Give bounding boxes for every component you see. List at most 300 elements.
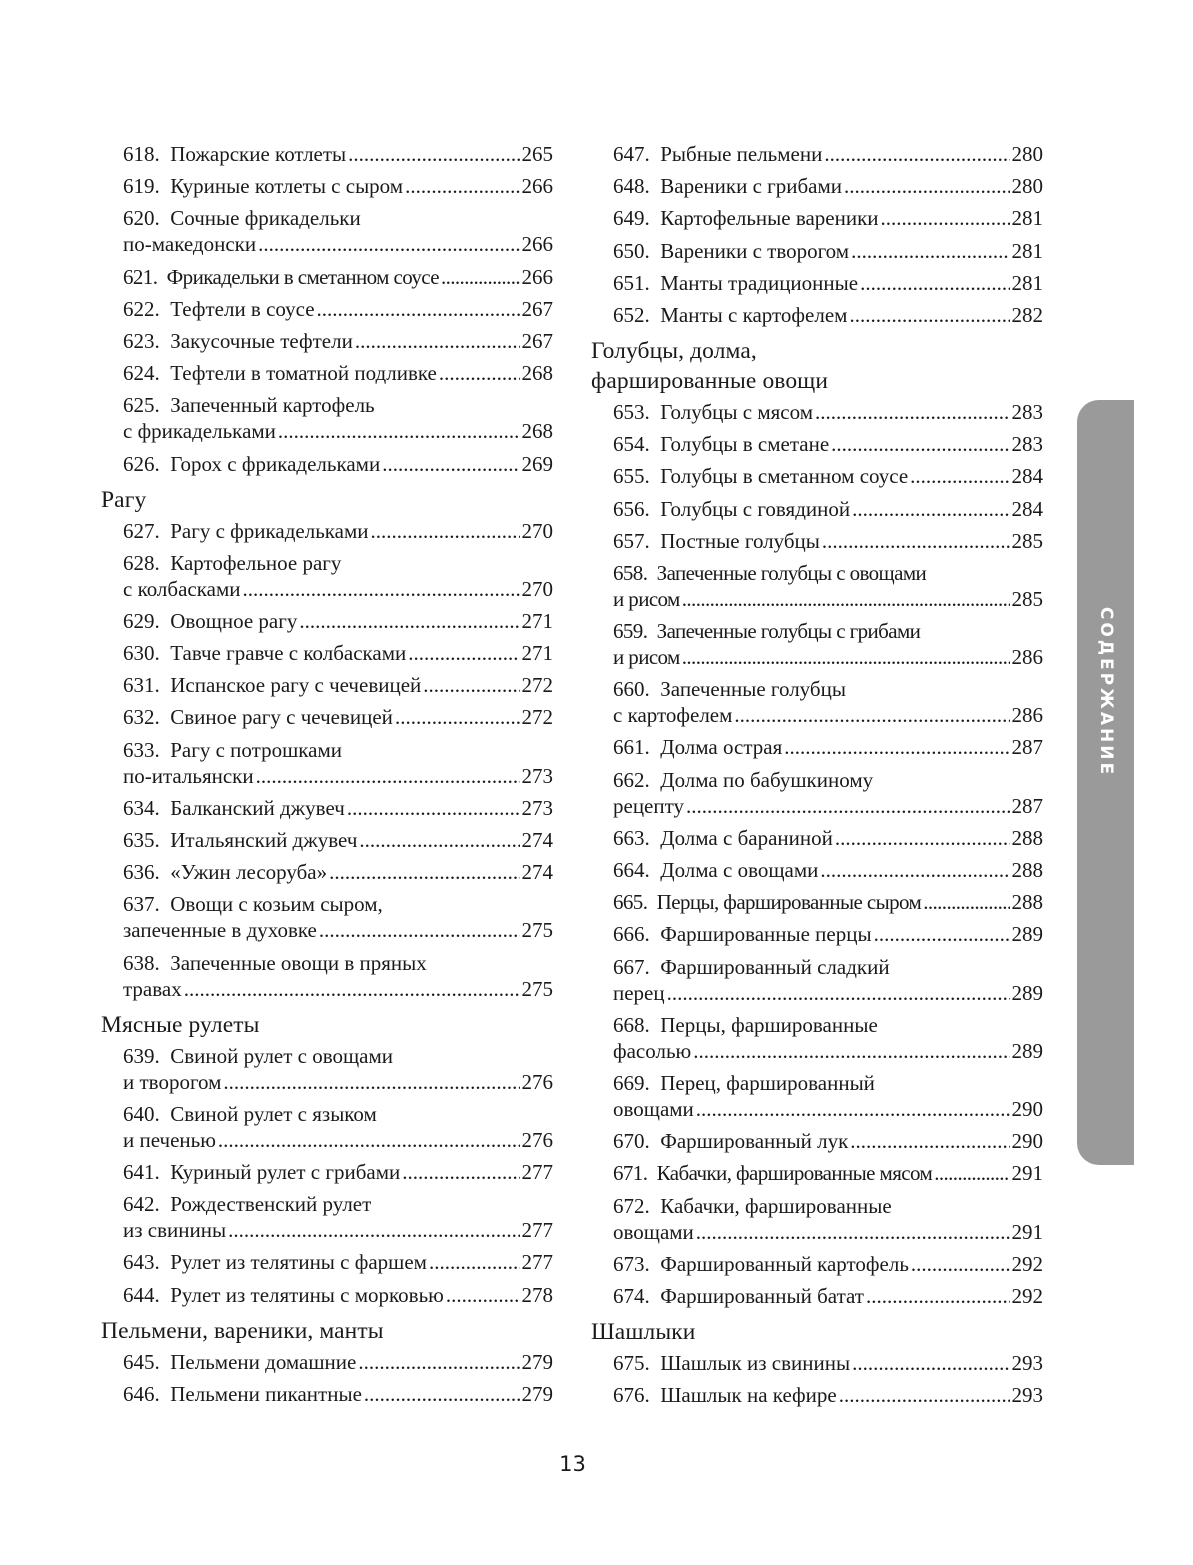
entry-title: Куриные котлеты с сыром [170,174,404,199]
entry-number: 631. [123,673,160,698]
entry-title: Куриный рулет с грибами [170,1159,401,1184]
entry-title: Свиной рулет с овощами [170,1043,394,1068]
entry-number: 667. [613,954,650,979]
toc-entry [101,608,553,634]
entry-title: Закусочные тефтели [170,328,353,353]
entry-leader-line [613,1251,1043,1277]
entry-page-number: 283 [1011,432,1043,457]
entry-leader-line [123,328,553,354]
dot-leader [299,608,519,634]
entry-title: и печенью [123,1127,216,1152]
entry-title: Перцы, фаршированные [660,1012,878,1037]
toc-entry [591,1012,1043,1064]
dot-leader [874,921,1010,947]
entry-title: и рисом [613,586,680,611]
dot-leader [348,141,519,167]
entry-page-number: 273 [521,763,553,788]
entry-title: Рыбные пельмени [660,142,823,166]
entry-title: Манты традиционные [660,270,859,295]
entry-leader-line [613,141,1043,167]
entry-page-number: 276 [521,1127,553,1152]
entry-page-number: 268 [521,361,553,386]
dot-leader [881,205,1010,231]
entry-first-line [123,1043,553,1069]
section-heading-line: Шашлыки [591,1318,696,1345]
dot-leader [405,173,519,199]
entry-title: Вареники с творогом [660,238,850,263]
entry-page-number: 267 [521,328,553,353]
dot-leader [911,1251,1010,1277]
toc-entry [591,857,1043,883]
toc-entry [591,560,1043,612]
entry-number: 633. [123,737,160,762]
entry-number: 668. [613,1012,650,1037]
entry-title: Рагу с потрошками [170,737,342,762]
entry-title: Тавче гравче с колбасками [170,641,407,666]
toc-entry [101,141,553,167]
entry-leader-line [613,1350,1043,1376]
entry-leader-line [613,793,1043,819]
entry-title: фасолью [613,1038,692,1063]
dot-leader [734,702,1009,728]
dot-leader [693,1038,1009,1064]
entry-number: 671. [613,1161,648,1186]
toc-entry [101,550,553,602]
toc-entry [101,891,553,943]
entry-leader-line [123,296,553,322]
section-heading [591,1317,1043,1347]
entry-page-number: 283 [1011,399,1043,424]
entry-page-number: 289 [1011,1038,1043,1063]
dot-leader [923,889,1009,915]
entry-leader-line [123,1381,553,1407]
entry-leader-line [123,418,553,444]
dot-leader [824,141,1009,167]
toc-entry [591,1193,1043,1245]
dot-leader [278,418,520,444]
entry-page-number: 275 [521,918,553,943]
dot-leader [682,644,1010,670]
dot-leader [317,296,520,322]
entry-title: Шашлык на кефире [660,1383,837,1408]
dot-leader [696,1096,1010,1122]
entry-title: Рагу с фрикадельками [170,518,369,543]
entry-number: 648. [613,174,650,199]
entry-leader-line [123,1127,553,1153]
entry-page-number: 267 [521,296,553,321]
entry-number: 666. [613,922,650,947]
dot-leader [844,173,1009,199]
entry-page-number: 280 [1011,174,1043,199]
entry-leader-line [613,702,1043,728]
entry-title: Постные голубцы [660,528,820,553]
entry-title: овощами [613,1096,694,1121]
entry-page-number: 266 [521,174,553,199]
entry-leader-line [613,921,1043,947]
dot-leader [686,793,1009,819]
toc-entry [101,360,553,386]
entry-title: Фаршированный лук [660,1129,849,1154]
entry-number: 623. [123,328,160,353]
toc-entry [591,270,1043,296]
entry-page-number: 289 [1011,980,1043,1005]
entry-page-number: 268 [521,419,553,444]
entry-title: по-итальянски [123,763,254,788]
entry-page-number: 279 [521,1381,553,1406]
entry-number: 655. [613,464,650,489]
dot-leader [667,980,1010,1006]
dot-leader [696,1219,1010,1245]
entry-title: Запеченный картофель [170,393,375,418]
entry-leader-line [613,238,1043,264]
entry-first-line [613,618,1043,644]
toc-entry [101,1191,553,1243]
toc-column-left [101,141,553,1413]
entry-first-line [613,1193,1043,1219]
entry-leader-line [613,586,1043,612]
toc-entry [101,859,553,885]
entry-page-number: 292 [1011,1251,1043,1276]
entry-page-number: 286 [1011,645,1043,670]
entry-number: 627. [123,518,160,543]
entry-title: Перец, фаршированный [660,1070,875,1095]
entry-number: 664. [613,858,650,882]
dot-leader [319,917,520,943]
dot-leader [228,1217,519,1243]
toc-entry [591,302,1043,328]
toc-entry [101,1249,553,1275]
entry-title: Фрикадельки в сметанном соусе [166,264,439,289]
dot-leader [423,672,519,698]
section-heading [101,485,553,515]
entry-leader-line [613,1283,1043,1309]
entry-title: Итальянский джувеч [170,828,358,852]
entry-number: 618. [123,142,160,166]
entry-number: 628. [123,550,160,575]
dot-leader [910,463,1009,489]
entry-title: Рулет из телятины с морковью [170,1282,444,1307]
entry-page-number: 290 [1011,1129,1043,1154]
toc-entry [591,1160,1043,1186]
toc-entry [101,672,553,698]
entry-page-number: 277 [521,1218,553,1243]
entry-title: Голубцы с мясом [660,399,813,424]
entry-number: 629. [123,608,160,633]
dot-leader [395,704,520,730]
entry-title: Долма по бабушкиному [660,767,874,792]
dot-leader [866,1283,1010,1309]
entry-leader-line [123,518,553,544]
entry-leader-line [123,451,553,477]
entry-title: Горох с фрикадельками [170,451,381,476]
entry-leader-line [613,173,1043,199]
dot-leader [439,360,520,386]
entry-page-number: 290 [1011,1096,1043,1121]
dot-leader [860,270,1009,296]
entry-number: 625. [123,393,160,418]
entry-leader-line [123,1249,553,1275]
entry-title: из свинины [123,1218,227,1243]
entry-title: Манты с картофелем [660,302,848,327]
toc-entry [591,141,1043,167]
entry-title: Перцы, фаршированные сыром [656,890,922,915]
entry-title: Испанское рагу с чечевицей [170,673,422,698]
toc-entry [591,463,1043,489]
entry-page-number: 288 [1011,858,1043,882]
entry-title: Пельмени домашние [170,1349,357,1374]
toc-entry [591,1070,1043,1122]
entry-number: 665. [613,890,648,915]
entry-page-number: 284 [1011,496,1043,521]
entry-title: Вареники с грибами [660,174,843,199]
entry-page-number: 285 [1011,528,1043,553]
entry-first-line [123,205,553,231]
toc-entry [591,238,1043,264]
entry-leader-line [123,1217,553,1243]
toc-entry [101,1101,553,1153]
section-heading [591,336,1043,396]
entry-title: Голубцы в сметане [660,432,830,457]
entry-leader-line [613,205,1043,231]
dot-leader [934,1160,1009,1186]
entry-page-number: 270 [521,576,553,601]
entry-leader-line [613,270,1043,296]
entry-number: 647. [613,142,650,166]
toc-entry [101,392,553,444]
dot-leader [408,640,519,666]
toc-entry [591,618,1043,670]
toc-entry [101,328,553,354]
entry-leader-line [613,980,1043,1006]
entry-title: травах [123,976,182,1001]
toc-entry [591,1283,1043,1309]
entry-number: 662. [613,767,650,792]
entry-page-number: 277 [521,1159,553,1184]
entry-leader-line [123,917,553,943]
entry-page-number: 285 [1011,586,1043,611]
entry-title: «Ужин лесоруба» [170,860,328,885]
entry-title: Запеченные голубцы [660,677,846,702]
entry-first-line [613,767,1043,793]
toc-entry [591,173,1043,199]
entry-title: Овощное рагу [170,608,298,633]
entry-page-number: 279 [521,1349,553,1374]
toc-entry [101,1381,553,1407]
toc-entry [591,1382,1043,1408]
dot-leader [815,399,1010,425]
entry-leader-line [123,360,553,386]
toc-entry [101,173,553,199]
entry-leader-line [123,576,553,602]
entry-leader-line [123,1159,553,1185]
entry-page-number: 287 [1011,793,1043,818]
entry-title: Запеченные голубцы с овощами [656,560,927,585]
entry-leader-line [613,1038,1043,1064]
entry-page-number: 288 [1011,825,1043,850]
entry-number: 624. [123,361,160,386]
entry-number: 620. [123,206,160,231]
entry-number: 673. [613,1251,650,1276]
entry-number: 642. [123,1192,160,1217]
entry-page-number: 272 [521,705,553,730]
entry-number: 635. [123,828,160,852]
entry-leader-line [123,1282,553,1308]
entry-leader-line [613,399,1043,425]
entry-leader-line [123,827,553,853]
entry-number: 646. [123,1381,160,1406]
entry-number: 661. [613,735,650,760]
toc-column-right [591,141,1043,1414]
entry-number: 626. [123,451,160,476]
entry-title: Фаршированный сладкий [660,954,890,979]
toc-entry [101,518,553,544]
entry-leader-line [123,859,553,885]
toc-entry [591,205,1043,231]
toc-entry [591,825,1043,851]
entry-page-number: 274 [521,860,553,885]
entry-number: 654. [613,432,650,457]
dot-leader [849,302,1009,328]
entry-title: Фаршированный картофель [660,1251,909,1276]
entry-number: 663. [613,825,650,850]
entry-leader-line [123,1069,553,1095]
toc-entry [591,889,1043,915]
dot-leader [839,1382,1010,1408]
entry-title: овощами [613,1219,694,1244]
entry-number: 640. [123,1101,160,1126]
toc-entry [101,451,553,477]
toc-entry [101,264,553,290]
entry-page-number: 271 [521,641,553,666]
toc-entry [591,399,1043,425]
entry-first-line [613,954,1043,980]
dot-leader [223,1069,519,1095]
section-heading-line: Рагу [101,486,147,513]
entry-page-number: 281 [1011,206,1043,231]
entry-number: 632. [123,705,160,730]
entry-title: Долма с бараниной [660,825,833,850]
entry-leader-line [123,141,553,167]
entry-page-number: 277 [521,1250,553,1275]
toc-entry [101,950,553,1002]
dot-leader [402,1159,519,1185]
entry-number: 657. [613,528,650,553]
entry-page-number: 293 [1011,1383,1043,1408]
entry-page-number: 281 [1011,238,1043,263]
entry-leader-line [613,1128,1043,1154]
entry-number: 637. [123,892,160,917]
entry-page-number: 276 [521,1069,553,1094]
entry-title: Долма с овощами [660,858,819,882]
entry-first-line [613,560,1043,586]
entry-number: 644. [123,1282,160,1307]
entry-title: Голубцы в сметанном соусе [660,464,909,489]
entry-title: Рулет из телятины с фаршем [170,1250,427,1275]
toc-entry [591,921,1043,947]
dot-leader [364,1381,520,1407]
dot-leader [347,795,520,821]
entry-number: 619. [123,174,160,199]
entry-leader-line [613,825,1043,851]
dot-leader [831,431,1009,457]
entry-page-number: 289 [1011,922,1043,947]
entry-number: 630. [123,641,160,666]
entry-number: 653. [613,399,650,424]
entry-number: 658. [613,560,648,585]
entry-first-line [123,737,553,763]
entry-number: 643. [123,1250,160,1275]
entry-page-number: 281 [1011,270,1043,295]
toc-entry [101,737,553,789]
entry-first-line [123,950,553,976]
dot-leader [355,328,520,354]
toc-entry [101,1349,553,1375]
dot-leader [852,1350,1009,1376]
section-heading-line: Пельмени, вареники, манты [101,1317,384,1344]
entry-number: 636. [123,860,160,885]
section-heading [101,1010,553,1040]
entry-title: Фаршированный батат [660,1283,864,1308]
dot-leader [820,857,1009,883]
entry-leader-line [613,1096,1043,1122]
entry-title: Пельмени пикантные [170,1381,362,1406]
entry-leader-line [613,528,1043,554]
entry-first-line [123,1191,553,1217]
entry-first-line [123,550,553,576]
entry-page-number: 293 [1011,1350,1043,1375]
entry-leader-line [613,644,1043,670]
entry-number: 659. [613,619,648,644]
entry-page-number: 274 [521,828,553,852]
dot-leader [852,496,1009,522]
entry-title: Свиной рулет с языком [170,1101,377,1126]
toc-entry [591,954,1043,1006]
contents-side-tab [1077,400,1134,1165]
entry-page-number: 291 [1011,1219,1043,1244]
toc-entry [101,205,553,257]
page-number: 13 [559,1452,586,1476]
entry-leader-line [123,608,553,634]
entry-page-number: 272 [521,673,553,698]
dot-leader [446,1282,520,1308]
toc-entry [591,496,1043,522]
toc-entry [101,1282,553,1308]
toc-entry [591,528,1043,554]
entry-title: с картофелем [613,703,733,728]
entry-title: по-македонски [123,232,257,257]
toc-entry [591,1128,1043,1154]
entry-leader-line [613,1160,1043,1186]
entry-number: 651. [613,270,650,295]
entry-page-number: 266 [521,264,553,289]
entry-title: запеченные в духовке [123,918,317,943]
entry-page-number: 270 [521,518,553,543]
entry-page-number: 275 [521,976,553,1001]
entry-leader-line [613,431,1043,457]
entry-title: Долма острая [660,735,783,760]
entry-number: 676. [613,1383,650,1408]
toc-entry [591,767,1043,819]
entry-title: Кабачки, фаршированные мясом [656,1161,933,1186]
entry-leader-line [613,857,1043,883]
entry-number: 645. [123,1349,160,1374]
entry-first-line [123,392,553,418]
toc-entry [591,1251,1043,1277]
toc-entry [591,431,1043,457]
entry-title: Пожарские котлеты [170,142,347,166]
dot-leader [329,859,519,885]
toc-entry [101,704,553,730]
